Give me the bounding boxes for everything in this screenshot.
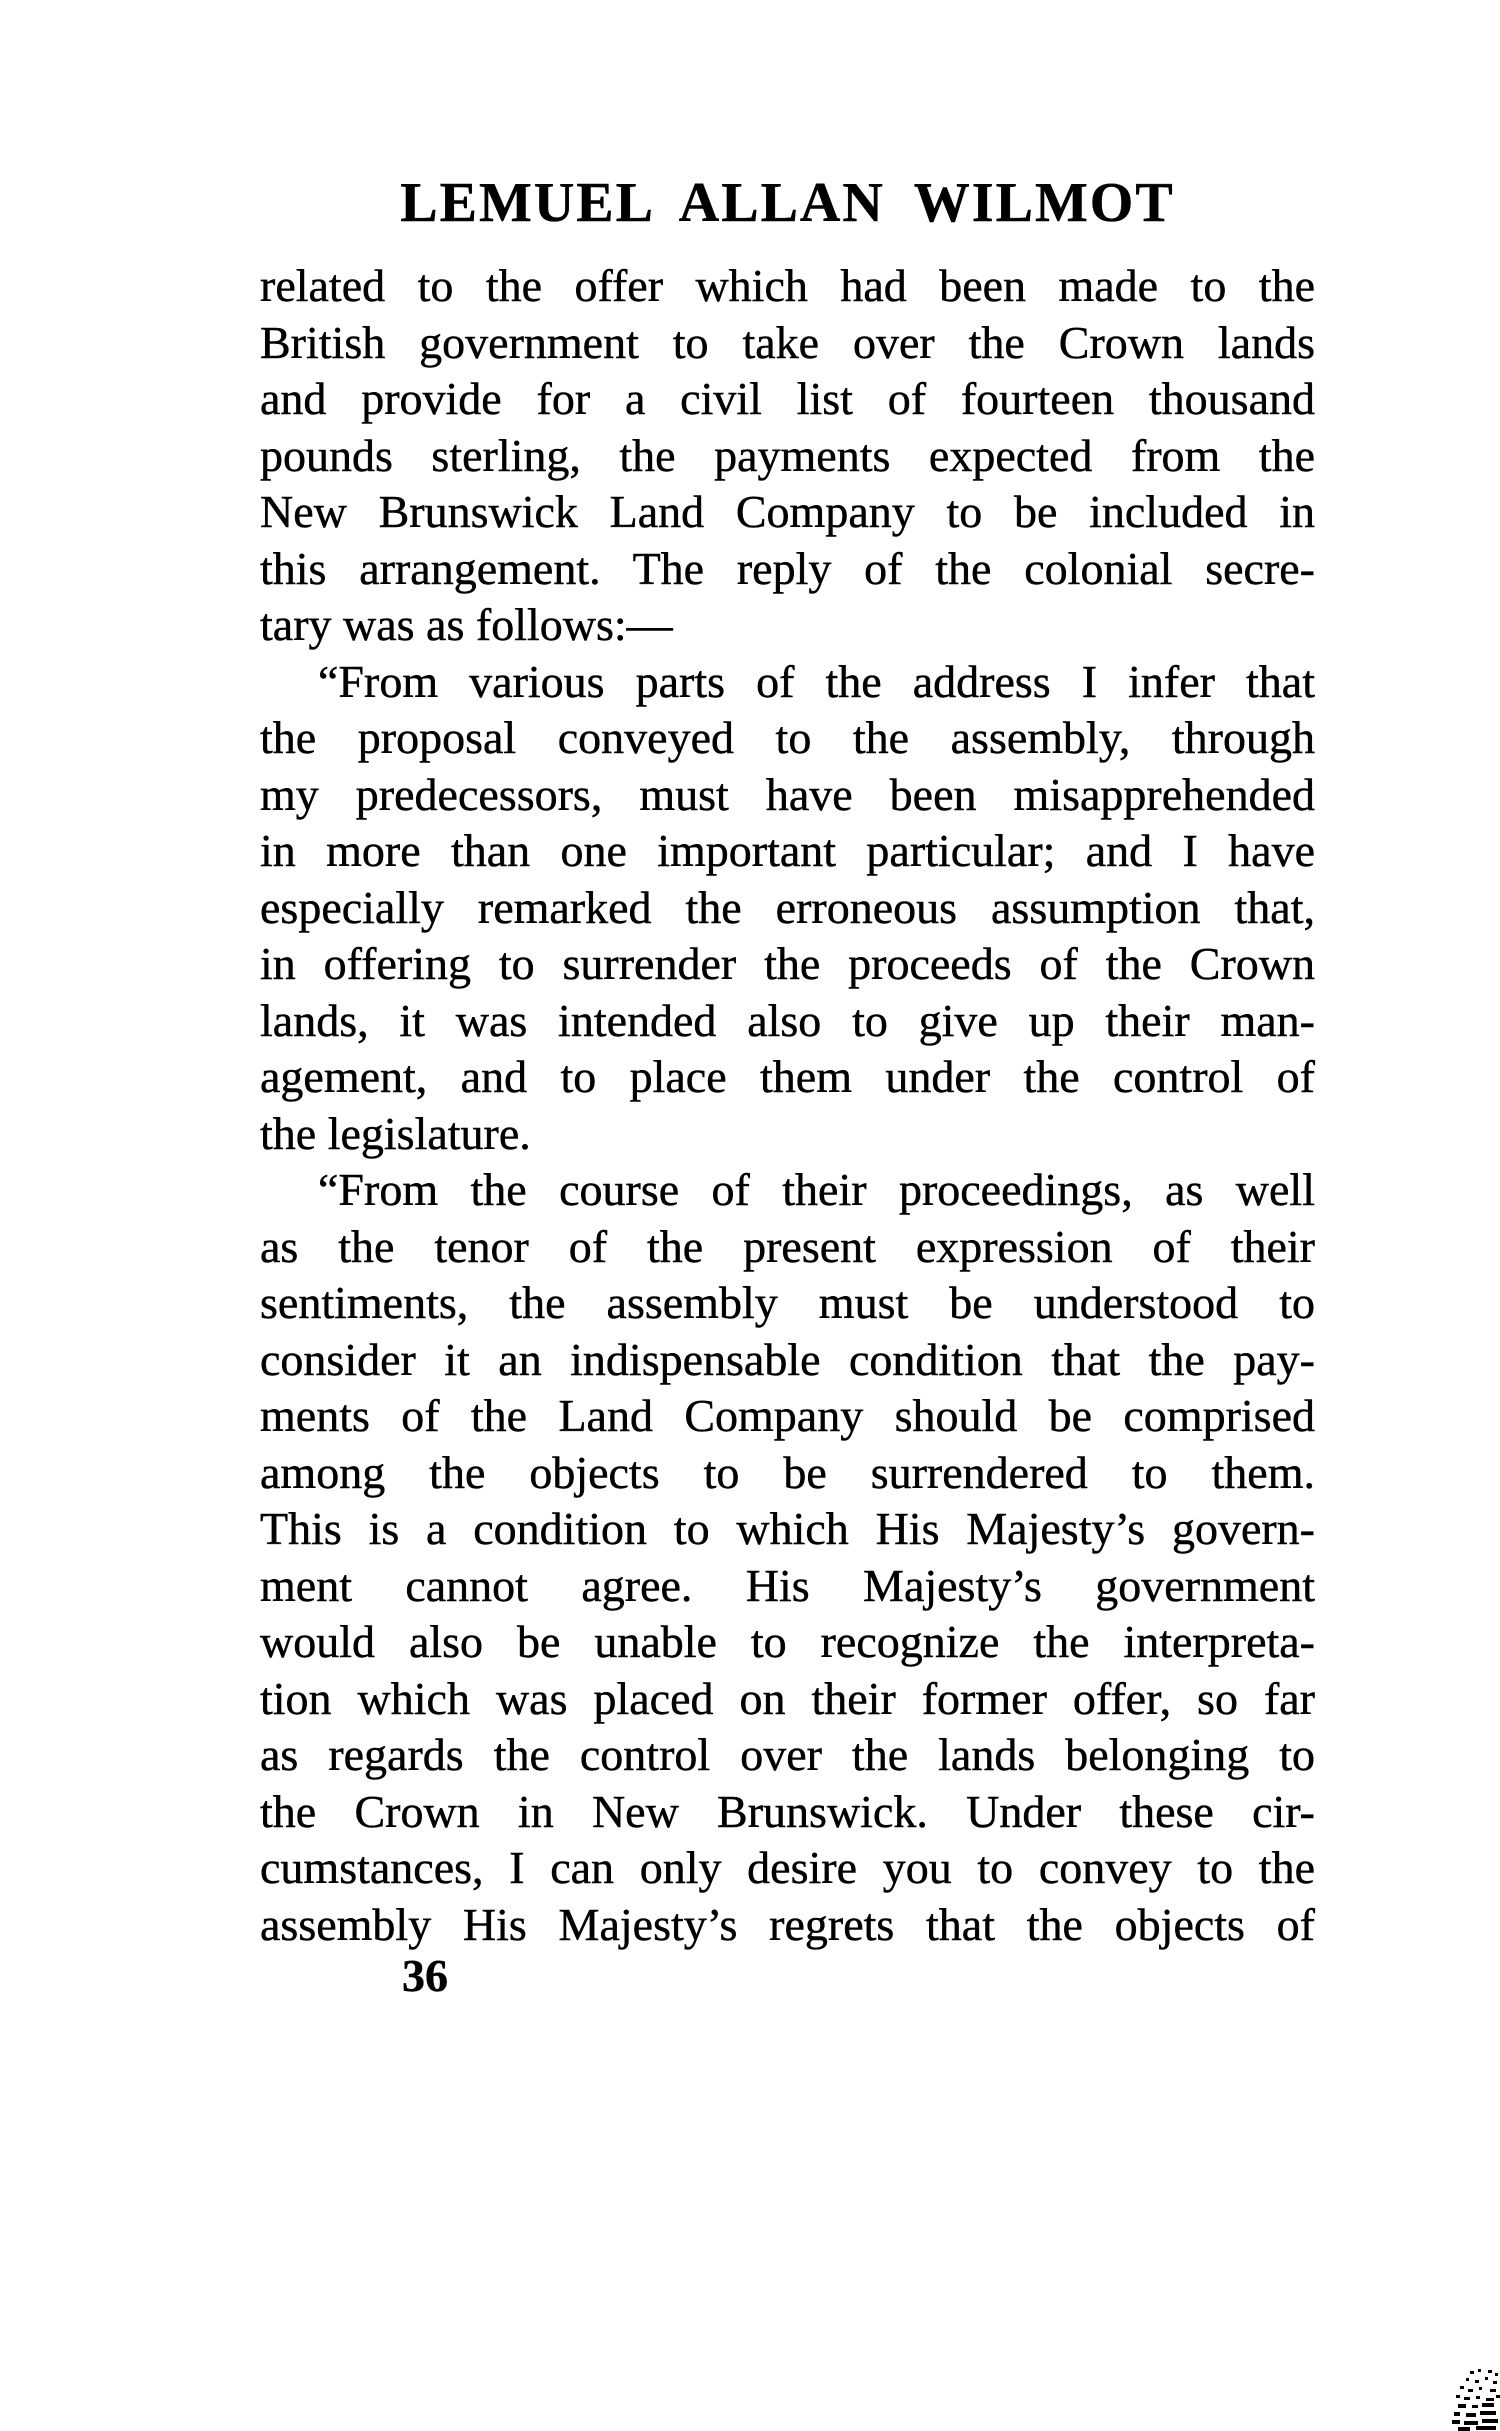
ink-smudge-mark: [1448, 2369, 1500, 2431]
text-line: my predecessors, must have been misapprehended: [260, 768, 1315, 820]
text-line: would also be unable to recognize the interpreta-: [260, 1616, 1315, 1667]
text-line: tion which was placed on their former offer, so far: [260, 1672, 1315, 1724]
text-line: in more than one important particular; and I have: [260, 825, 1315, 876]
text-line: ments of the Land Company should be comprised: [260, 1390, 1315, 1441]
text-line: among the objects to be surrendered to them.: [260, 1446, 1315, 1498]
text-line: sentiments, the assembly must be understood to: [260, 1277, 1315, 1328]
text-line: This is a condition to which His Majesty’s govern-: [260, 1503, 1315, 1554]
text-line: as the tenor of the present expression of their: [260, 1220, 1315, 1272]
text-line: consider it an indispensable condition that the pay-: [260, 1333, 1315, 1385]
text-line: this arrangement. The reply of the colonial secre-: [260, 542, 1315, 594]
text-line: agement, and to place them under the control of: [260, 1051, 1315, 1102]
text-line: in offering to surrender the proceeds of the Crown: [260, 938, 1315, 989]
text-line: cumstances, I can only desire you to convey to the: [260, 1842, 1315, 1893]
text-line: assembly His Majesty’s regrets that the objects of: [260, 1898, 1315, 1950]
text-line: and provide for a civil list of fourteen thousand: [260, 373, 1315, 424]
text-line: as regards the control over the lands belonging to: [260, 1729, 1315, 1780]
page-title: LEMUEL ALLAN WILMOT: [400, 172, 1175, 234]
text-line: British government to take over the Crown lands: [260, 316, 1315, 368]
text-line: the legislature.: [260, 1107, 531, 1159]
page-number: 36: [402, 1950, 448, 2001]
body-text: [260, 258, 1315, 1953]
text-line: related to the offer which had been made to the: [260, 260, 1315, 311]
text-line: ment cannot agree. His Majesty’s government: [260, 1559, 1315, 1611]
text-line: pounds sterling, the payments expected from the: [260, 429, 1315, 481]
text-line: the Crown in New Brunswick. Under these cir-: [260, 1785, 1315, 1837]
text-line: especially remarked the erroneous assumption that,: [260, 881, 1315, 933]
text-line: the proposal conveyed to the assembly, through: [260, 712, 1315, 763]
text-line: New Brunswick Land Company to be included in: [260, 486, 1315, 537]
text-line: lands, it was intended also to give up their man-: [260, 994, 1315, 1046]
text-line: “From various parts of the address I infer that: [318, 655, 1315, 707]
text-line: “From the course of their proceedings, as well: [318, 1164, 1315, 1215]
text-line: tary was as follows:—: [260, 599, 673, 650]
